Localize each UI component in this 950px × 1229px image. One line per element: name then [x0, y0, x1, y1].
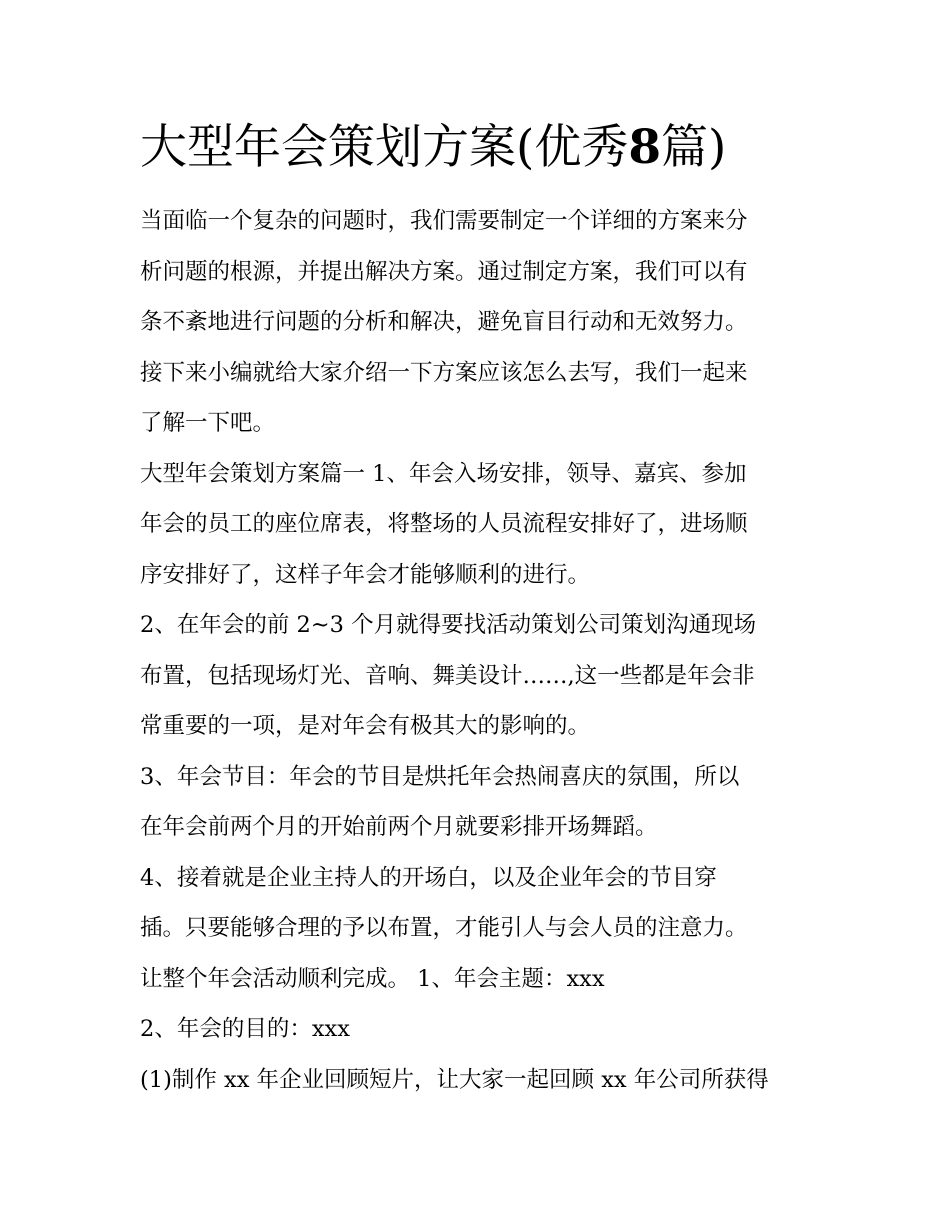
title-number: 8 [628, 120, 662, 175]
text-line: 2、在年会的前 2~3 个月就得要找活动策划公司策划沟通现场 [140, 612, 757, 638]
text-line: 3、年会节目：年会的节目是烘托年会热闹喜庆的氛围，所以 [140, 763, 740, 790]
title-main: 大型年会策划方案(优秀 [140, 120, 629, 175]
text-line: 2、年会的目的：xxx [140, 1016, 350, 1042]
title-end: 篇) [661, 120, 727, 175]
text-line: 在年会前两个月的开始前两个月就要彩排开场舞蹈。 [140, 814, 658, 840]
text-line: 大型年会策划方案篇一 1、年会入场安排，领导、嘉宾、参加 [140, 460, 747, 487]
text-line: 布置，包括现场灯光、音响、舞美设计……,这一些都是年会非 [140, 662, 755, 689]
text-line: 当面临一个复杂的问题时，我们需要制定一个详细的方案来分 [140, 208, 748, 234]
text-line: 接下来小编就给大家介绍一下方案应该怎么去写，我们一起来 [140, 359, 748, 386]
document-title [140, 112, 840, 184]
text-line: 让整个年会活动顺利完成。 1、年会主题：xxx [140, 965, 605, 992]
document-body [140, 196, 820, 1105]
text-line: 插。只要能够合理的予以布置，才能引人与会人员的注意力。 [140, 915, 748, 941]
text-line: 序安排好了，这样子年会才能够顺利的进行。 [140, 561, 591, 588]
text-line: 了解一下吧。 [140, 410, 276, 436]
text-line: 条不紊地进行问题的分析和解决，避免盲目行动和无效努力。 [140, 309, 748, 335]
text-line: 年会的员工的座位席表，将整场的人员流程安排好了，进场顺 [140, 511, 748, 537]
text-line: 4、接着就是企业主持人的开场白，以及企业年会的节目穿 [140, 864, 717, 891]
text-line: 析问题的根源，并提出解决方案。通过制定方案，我们可以有 [140, 258, 748, 285]
text-line: (1)制作 xx 年企业回顾短片，让大家一起回顾 xx 年公司所获得 [140, 1066, 769, 1093]
text-line: 常重要的一项，是对年会有极其大的影响的。 [140, 713, 591, 739]
